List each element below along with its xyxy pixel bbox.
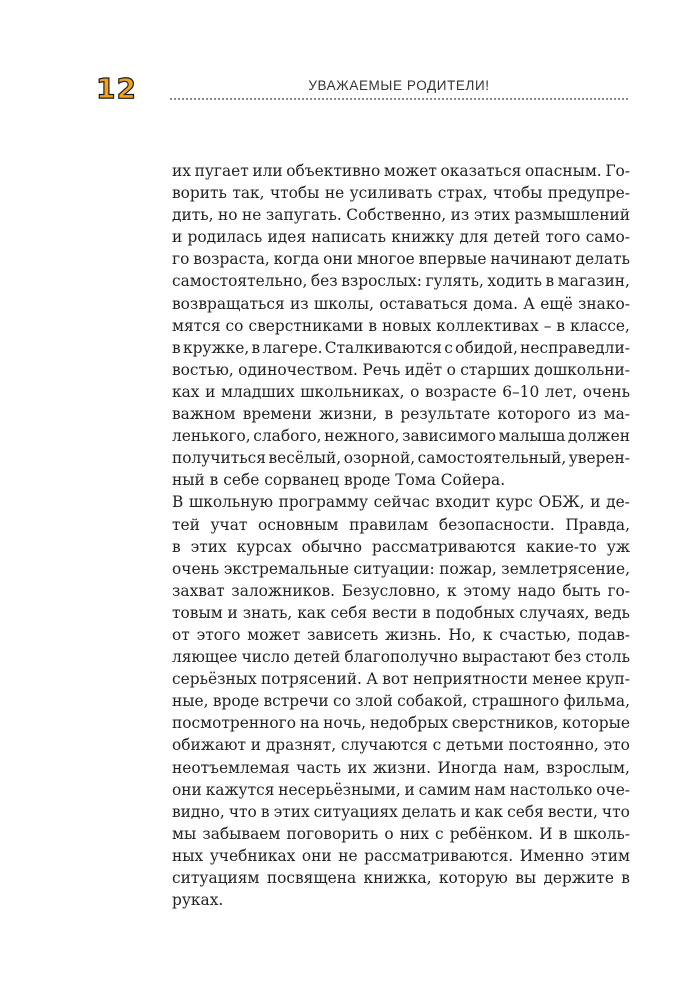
body-text [172, 160, 630, 911]
text-line: го возраста, когда они многое впервые начинают делать [172, 250, 630, 269]
text-line: товым и знать, как себя вести в подобных случаях, ведь [172, 603, 630, 622]
header-divider [170, 98, 628, 100]
text-line: мы забываем поговорить о них с ребёнком. И в школь- [172, 824, 630, 843]
text-line: обижают и дразнят, случаются с детьми постоянно, это [172, 736, 630, 755]
page-number: 12 [96, 72, 137, 105]
text-line: мятся со сверстниками в новых коллективах – в классе, [172, 316, 630, 335]
text-line: ворить так, чтобы не усиливать страх, чтобы предупре- [172, 184, 630, 203]
text-line: самостоятельно, без взрослых: гулять, ходить в магазин, [172, 272, 630, 291]
text-line: серьёзных потрясений. А вот неприятности менее круп- [172, 670, 630, 689]
text-line: руках. [172, 891, 224, 910]
text-line: ных учебниках они не рассматриваются. Именно этим [172, 846, 630, 865]
text-line: ные, вроде встречи со злой собакой, страшного фильма, [172, 692, 630, 711]
paragraph [172, 160, 630, 491]
paragraph [172, 491, 630, 911]
text-line: в кружке, в лагере. Сталкиваются с обидой, несправедли- [172, 338, 630, 357]
text-line: ляющее число детей благополучно вырастают без столь [172, 648, 630, 667]
text-line: от этого может зависеть жизнь. Но, к счастью, подав- [172, 625, 630, 644]
text-line: ках и младших школьниках, о возрасте 6–10 лет, очень [172, 382, 630, 401]
text-line: захват заложников. Безусловно, к этому надо быть го- [172, 581, 630, 600]
text-line: посмотренного на ночь, недобрых сверстников, которые [172, 714, 630, 733]
text-line: ленького, слабого, нежного, зависимого малыша должен [172, 427, 630, 446]
text-line: видно, что в этих ситуациях делать и как себя вести, что [172, 802, 630, 821]
text-line: они кажутся несерьёзными, и самим нам настолько оче- [172, 780, 630, 799]
text-line: неотъемлемая часть их жизни. Иногда нам, взрослым, [172, 758, 630, 777]
running-title: УВАЖАЕМЫЕ РОДИТЕЛИ! [308, 78, 490, 93]
text-line: ситуациям посвящена книжка, которую вы держите в [172, 869, 630, 887]
text-line: ный в себе сорванец вроде Тома Сойера. [172, 471, 506, 490]
text-line: В школьную программу сейчас входит курс ОБЖ, и де- [172, 493, 630, 512]
text-line: тей учат основным правилам безопасности. Правда, [172, 515, 630, 534]
text-line: получиться весёлый, озорной, самостоятельный, уверен- [172, 449, 630, 468]
text-line: их пугает или объективно может оказаться опасным. Го- [172, 162, 630, 180]
text-line: возвращаться из школы, оставаться дома. А ещё знако- [172, 294, 630, 313]
text-line: в этих курсах обычно рассматриваются какие-то уж [172, 537, 630, 556]
text-line: и родилась идея написать книжку для детей того само- [172, 228, 630, 247]
text-line: очень экстремальные ситуации: пожар, землетрясение, [172, 559, 630, 578]
text-line: важном времени жизни, в результате которого из ма- [172, 405, 630, 424]
text-line: дить, но не запугать. Собственно, из этих размышлений [172, 206, 630, 225]
text-line: востью, одиночеством. Речь идёт о старших дошкольни- [172, 360, 630, 379]
